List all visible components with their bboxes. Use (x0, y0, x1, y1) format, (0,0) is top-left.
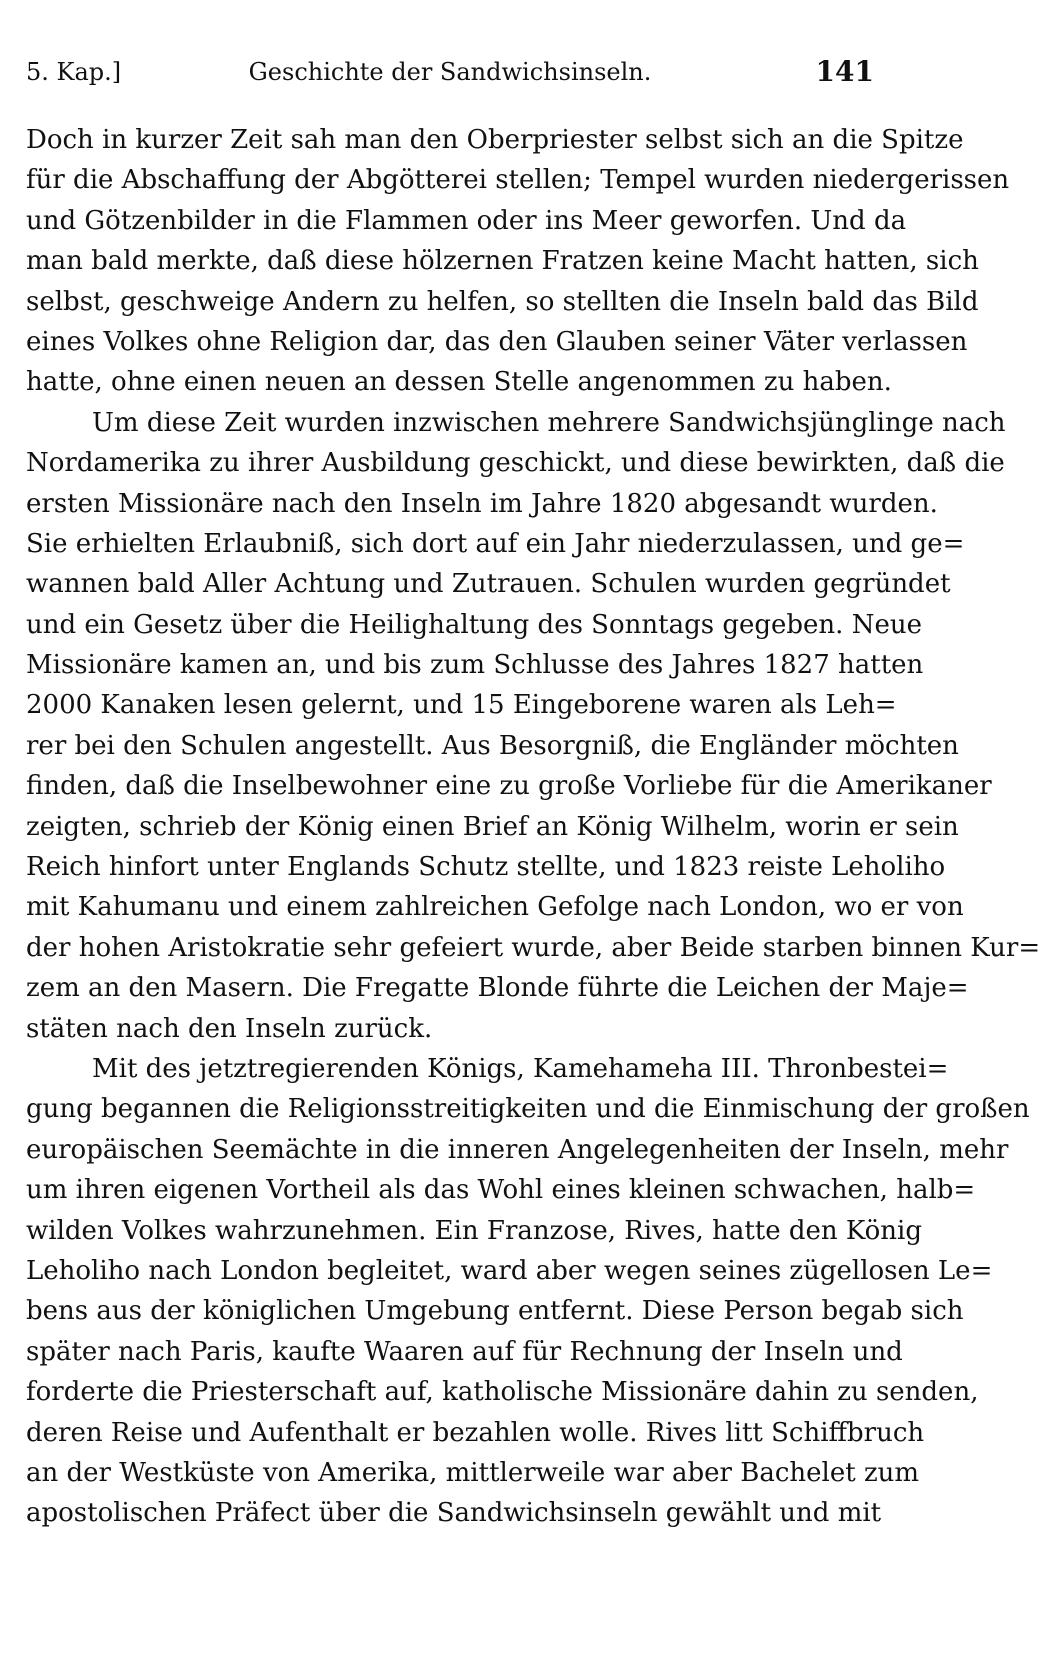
text-line: gung begannen die Religionsstreitigkeiten und die Einmischung der großen (26, 1094, 1030, 1125)
text-line: mit Kahumanu und einem zahlreichen Gefolge nach London, wo er von (26, 892, 964, 923)
text-line: der hohen Aristokratie sehr gefeiert wurde, aber Beide starben binnen Kur= (26, 932, 1040, 963)
running-title: Geschichte der Sandwichsinseln. (248, 58, 652, 86)
page-number: 141 (815, 55, 874, 88)
text-line: Reich hinfort unter Englands Schutz stellte, und 1823 reiste Leholiho (26, 852, 946, 883)
text-line: selbst, geschweige Andern zu helfen, so stellten die Inseln bald das Bild (26, 286, 979, 317)
text-line: Mit des jetztregierenden Königs, Kamehameha III. Thronbestei= (92, 1053, 949, 1084)
text-line: forderte die Priesterschaft auf, katholische Missionäre dahin zu senden, (26, 1377, 979, 1408)
paragraph (26, 120, 1010, 403)
text-line: später nach Paris, kaufte Waaren auf für Rechnung der Inseln und (26, 1336, 903, 1367)
text-line: und ein Gesetz über die Heilighaltung des Sonntags gegeben. Neue (26, 609, 922, 640)
paragraph (26, 403, 1040, 1049)
text-line: man bald merkte, daß diese hölzernen Fratzen keine Macht hatten, sich (26, 246, 979, 277)
text-line: apostolischen Präfect über die Sandwichsinseln gewählt und mit (26, 1498, 882, 1529)
running-header (26, 52, 874, 92)
text-line: finden, daß die Inselbewohner eine zu große Vorliebe für die Amerikaner (26, 771, 992, 802)
text-line: Nordamerika zu ihrer Ausbildung geschickt, und diese bewirkten, daß die (26, 448, 1005, 479)
text-line: Missionäre kamen an, und bis zum Schlusse des Jahres 1827 hatten (26, 650, 924, 681)
text-line: stäten nach den Inseln zurück. (26, 1013, 433, 1044)
text-line: Doch in kurzer Zeit sah man den Oberpriester selbst sich an die Spitze (26, 125, 964, 155)
text-line: rer bei den Schulen angestellt. Aus Besorgniß, die Engländer möchten (26, 730, 959, 761)
text-line: eines Volkes ohne Religion dar, das den Glauben seiner Väter verlassen (26, 326, 968, 357)
text-line: zeigten, schrieb der König einen Brief an König Wilhelm, worin er sein (26, 811, 959, 842)
text-line: ersten Missionäre nach den Inseln im Jahre 1820 abgesandt wurden. (26, 488, 938, 519)
chapter-label: 5. Kap.] (26, 58, 122, 86)
text-line: europäischen Seemächte in die inneren Angelegenheiten der Inseln, mehr (26, 1134, 1009, 1165)
text-line: Um diese Zeit wurden inzwischen mehrere Sandwichsjünglinge nach (92, 407, 1006, 438)
text-line: um ihren eigenen Vortheil als das Wohl eines kleinen schwachen, halb= (26, 1175, 976, 1206)
text-line: zem an den Masern. Die Fregatte Blonde führte die Leichen der Maje= (26, 973, 969, 1004)
text-line: und Götzenbilder in die Flammen oder ins Meer geworfen. Und da (26, 205, 907, 236)
text-line: Sie erhielten Erlaubniß, sich dort auf ein Jahr niederzulassen, und ge= (26, 528, 965, 559)
text-line: 2000 Kanaken lesen gelernt, und 15 Eingeborene waren als Leh= (26, 690, 897, 721)
text-line: deren Reise und Aufenthalt er bezahlen wolle. Rives litt Schiffbruch (26, 1417, 925, 1448)
page-body (26, 120, 1040, 1534)
text-line: wilden Volkes wahrzunehmen. Ein Franzose, Rives, hatte den König (26, 1215, 922, 1246)
text-line: Leholiho nach London begleitet, ward aber wegen seines zügellosen Le= (26, 1255, 993, 1286)
text-line: für die Abschaffung der Abgötterei stellen; Tempel wurden niedergerissen (26, 165, 1010, 196)
text-line: bens aus der königlichen Umgebung entfernt. Diese Person begab sich (26, 1296, 964, 1327)
paragraph (26, 1049, 1030, 1534)
text-line: an der Westküste von Amerika, mittlerweile war aber Bachelet zum (26, 1457, 920, 1488)
text-line: wannen bald Aller Achtung und Zutrauen. Schulen wurden gegründet (26, 569, 951, 600)
book-page (26, 52, 1040, 1534)
text-line: hatte, ohne einen neuen an dessen Stelle angenommen zu haben. (26, 367, 892, 398)
